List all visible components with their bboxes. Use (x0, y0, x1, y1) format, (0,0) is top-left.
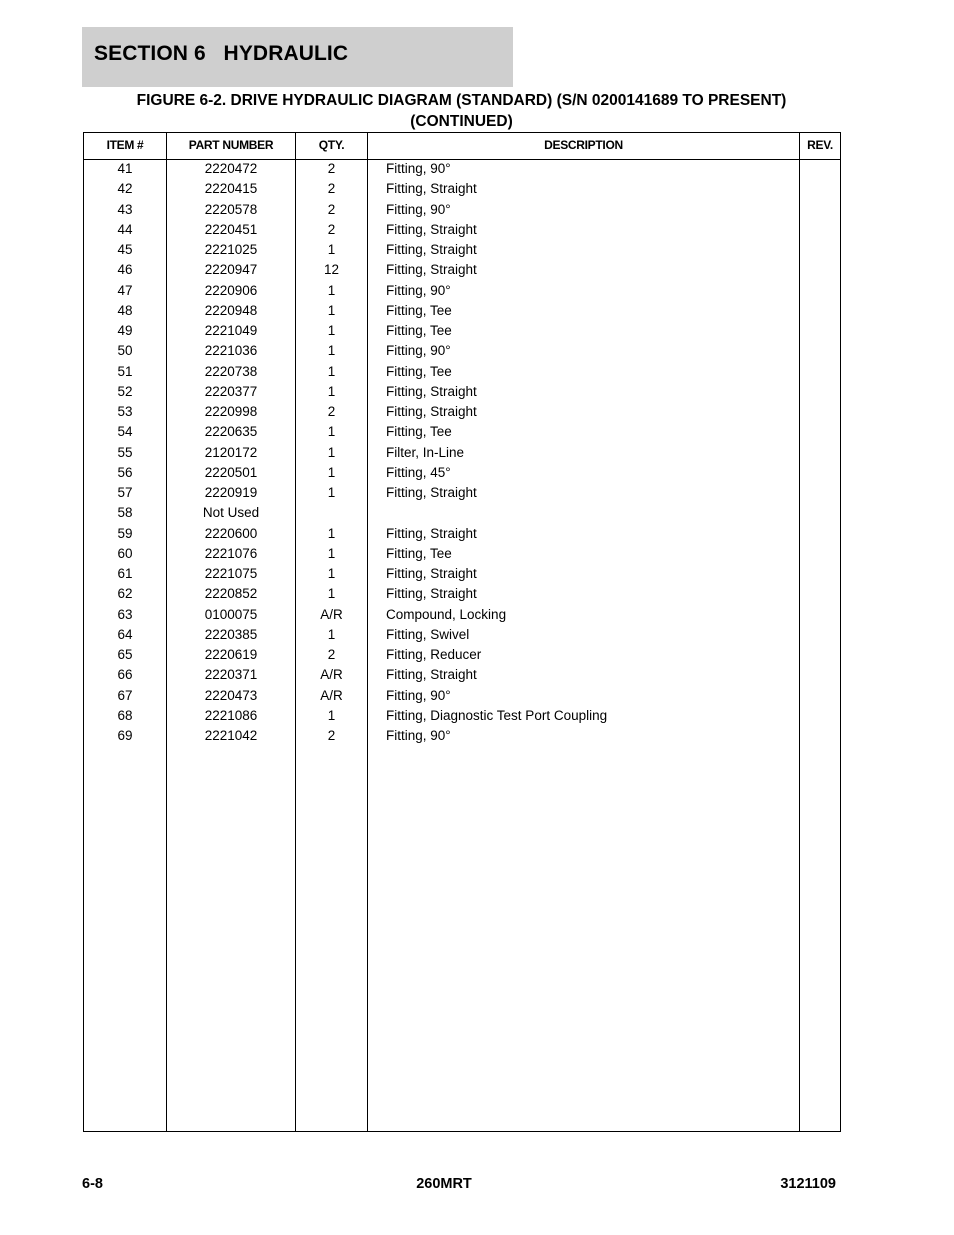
part-number-cell: 2220578 (204, 201, 258, 217)
quantity-cell: 2 (327, 728, 336, 743)
part-number-cell: 2221076 (204, 545, 258, 561)
section-header-band (82, 27, 513, 87)
item-number-cell: 42 (117, 181, 133, 197)
quantity-cell: 2 (327, 404, 336, 419)
description-cell: Fitting, 90° (386, 161, 451, 176)
table-row (84, 504, 840, 524)
part-number-cell: 2220998 (204, 404, 258, 419)
part-number-cell: 2220906 (204, 282, 258, 298)
quantity-cell: 12 (323, 262, 340, 278)
item-number-cell: 47 (117, 282, 133, 298)
description-cell: Fitting, Straight (386, 242, 477, 257)
table-row (84, 423, 840, 443)
header-description: DESCRIPTION (544, 138, 623, 152)
description-cell: Fitting, Straight (386, 262, 477, 278)
table-row (84, 646, 840, 666)
description-cell: Fitting, 90° (386, 282, 451, 298)
table-row (84, 403, 840, 423)
table-row (84, 484, 840, 504)
description-cell: Fitting, Straight (386, 404, 477, 419)
quantity-cell: 2 (327, 201, 336, 217)
table-row (84, 444, 840, 464)
description-cell: Fitting, Tee (386, 302, 452, 318)
item-number-cell: 62 (117, 586, 133, 602)
quantity-cell: 1 (327, 444, 336, 460)
description-cell: Fitting, 90° (386, 343, 451, 359)
description-cell: Fitting, Diagnostic Test Port Coupling (386, 707, 608, 723)
quantity-cell: 1 (327, 586, 336, 602)
part-number-cell: 2221049 (204, 323, 258, 338)
item-number-cell: 49 (117, 323, 133, 338)
table-row (84, 687, 840, 707)
item-number-cell: 67 (117, 687, 133, 703)
item-number-cell: 59 (117, 525, 133, 541)
table-row (84, 727, 840, 747)
quantity-cell: 1 (327, 363, 336, 379)
quantity-cell: 1 (327, 424, 336, 440)
description-cell: Fitting, 90° (386, 687, 451, 703)
table-row (84, 666, 840, 686)
item-number-cell: 69 (117, 728, 133, 743)
description-cell: Fitting, Tee (386, 323, 452, 338)
item-number-cell: 52 (117, 383, 133, 399)
parts-table (83, 132, 841, 1132)
item-number-cell: 46 (117, 262, 133, 278)
table-row (84, 565, 840, 585)
part-number-cell: 0100075 (204, 606, 258, 622)
quantity-cell: 1 (327, 302, 336, 318)
item-number-cell: 58 (117, 505, 133, 521)
item-number-cell: 53 (117, 404, 133, 419)
quantity-cell: 1 (327, 323, 336, 338)
item-number-cell: 48 (117, 302, 133, 318)
quantity-cell: 1 (327, 383, 336, 399)
part-number-cell: 2220473 (204, 687, 258, 703)
table-row (84, 201, 840, 221)
part-number-cell: 2220385 (204, 626, 258, 642)
part-number-cell: 2220501 (204, 464, 258, 480)
quantity-cell: 1 (327, 566, 336, 581)
description-cell: Fitting, Tee (386, 363, 452, 379)
item-number-cell: 55 (117, 444, 133, 460)
part-number-cell: 2120172 (204, 444, 258, 460)
item-number-cell: 44 (117, 221, 133, 237)
table-row (84, 322, 840, 342)
table-row (84, 241, 840, 261)
part-number-cell: 2220619 (204, 647, 258, 662)
header-qty: QTY. (318, 138, 345, 152)
item-number-cell: 43 (117, 201, 133, 217)
description-cell: Fitting, Straight (386, 586, 477, 602)
description-cell: Fitting, 45° (386, 464, 451, 480)
part-number-cell: 2220377 (204, 383, 258, 399)
description-cell: Fitting, Straight (386, 181, 477, 197)
table-body (84, 160, 840, 747)
part-number-cell: 2221086 (204, 707, 258, 723)
description-cell: Fitting, Swivel (386, 626, 470, 642)
figure-title-line-1: FIGURE 6-2. DRIVE HYDRAULIC DIAGRAM (STANDARD) (S/N 0200141689 TO PRESENT) (136, 92, 787, 109)
part-number-cell: 2220948 (204, 302, 258, 318)
part-number-cell: 2220738 (204, 363, 258, 379)
quantity-cell: 1 (327, 707, 336, 723)
item-number-cell: 61 (117, 566, 133, 581)
part-number-cell: 2220371 (204, 667, 258, 683)
item-number-cell: 65 (117, 647, 133, 662)
table-row (84, 221, 840, 241)
quantity-cell: 1 (327, 343, 336, 359)
description-cell: Fitting, Straight (386, 383, 477, 399)
figure-title-line-2: (CONTINUED) (410, 113, 513, 130)
part-number-cell: 2221075 (204, 566, 258, 581)
description-cell: Fitting, Straight (386, 667, 477, 683)
item-number-cell: 66 (117, 667, 133, 683)
table-row (84, 606, 840, 626)
quantity-cell: 2 (327, 161, 336, 176)
header-rev: REV. (807, 138, 833, 152)
table-row (84, 525, 840, 545)
table-row (84, 282, 840, 302)
table-row (84, 464, 840, 484)
item-number-cell: 68 (117, 707, 133, 723)
description-cell: Fitting, Straight (386, 566, 477, 581)
table-row (84, 261, 840, 281)
quantity-cell: 1 (327, 282, 336, 298)
model-name: 260MRT (416, 1176, 472, 1192)
quantity-cell: 2 (327, 221, 336, 237)
item-number-cell: 63 (117, 606, 133, 622)
description-cell: Filter, In-Line (386, 444, 465, 460)
description-cell: Fitting, 90° (386, 728, 451, 743)
quantity-cell: A/R (320, 606, 343, 622)
part-number-cell: 2220415 (204, 181, 258, 197)
item-number-cell: 51 (117, 363, 133, 379)
table-row (84, 180, 840, 200)
part-number-cell: 2220451 (204, 221, 258, 237)
table-row (84, 302, 840, 322)
part-number-cell: 2220919 (204, 485, 258, 500)
item-number-cell: 41 (117, 161, 133, 176)
description-cell: Fitting, Reducer (386, 647, 482, 662)
description-cell: Fitting, Straight (386, 525, 477, 541)
part-number-cell: 2220947 (204, 262, 258, 278)
quantity-cell: A/R (320, 687, 343, 703)
table-row (84, 545, 840, 565)
quantity-cell: 1 (327, 242, 336, 257)
table-row (84, 363, 840, 383)
item-number-cell: 45 (117, 242, 133, 257)
item-number-cell: 57 (117, 485, 133, 500)
item-number-cell: 60 (117, 545, 133, 561)
table-row (84, 160, 840, 180)
quantity-cell: 1 (327, 525, 336, 541)
quantity-cell: 1 (327, 485, 336, 500)
header-part-number: PART NUMBER (188, 138, 274, 152)
description-cell: Fitting, Tee (386, 424, 452, 440)
header-item: ITEM # (106, 138, 144, 152)
item-number-cell: 56 (117, 464, 133, 480)
document-number: 3121109 (780, 1176, 836, 1192)
part-number-cell: 2220600 (204, 525, 258, 541)
table-row (84, 585, 840, 605)
quantity-cell: 2 (327, 181, 336, 197)
figure-title (82, 90, 841, 132)
part-number-cell: 2220852 (204, 586, 258, 602)
table-row (84, 707, 840, 727)
quantity-cell: 1 (327, 545, 336, 561)
part-number-cell: 2221025 (204, 242, 258, 257)
quantity-cell: 1 (327, 626, 336, 642)
section-title: SECTION 6 HYDRAULIC (94, 42, 349, 65)
description-cell: Fitting, Straight (386, 485, 477, 500)
item-number-cell: 50 (117, 343, 133, 359)
table-row (84, 626, 840, 646)
part-number-cell: 2220472 (204, 161, 258, 176)
part-number-cell: 2221036 (204, 343, 258, 359)
part-number-cell: Not Used (202, 505, 260, 521)
description-cell: Compound, Locking (386, 606, 507, 622)
table-row (84, 383, 840, 403)
item-number-cell: 54 (117, 424, 133, 440)
page-number: 6-8 (82, 1176, 103, 1192)
quantity-cell: A/R (320, 667, 343, 683)
description-cell: Fitting, Straight (386, 221, 477, 237)
description-cell: Fitting, 90° (386, 201, 451, 217)
quantity-cell: 2 (327, 647, 336, 662)
part-number-cell: 2220635 (204, 424, 258, 440)
item-number-cell: 64 (117, 626, 133, 642)
description-cell: Fitting, Tee (386, 545, 452, 561)
quantity-cell: 1 (327, 464, 336, 480)
part-number-cell: 2221042 (204, 728, 258, 743)
table-row (84, 342, 840, 362)
